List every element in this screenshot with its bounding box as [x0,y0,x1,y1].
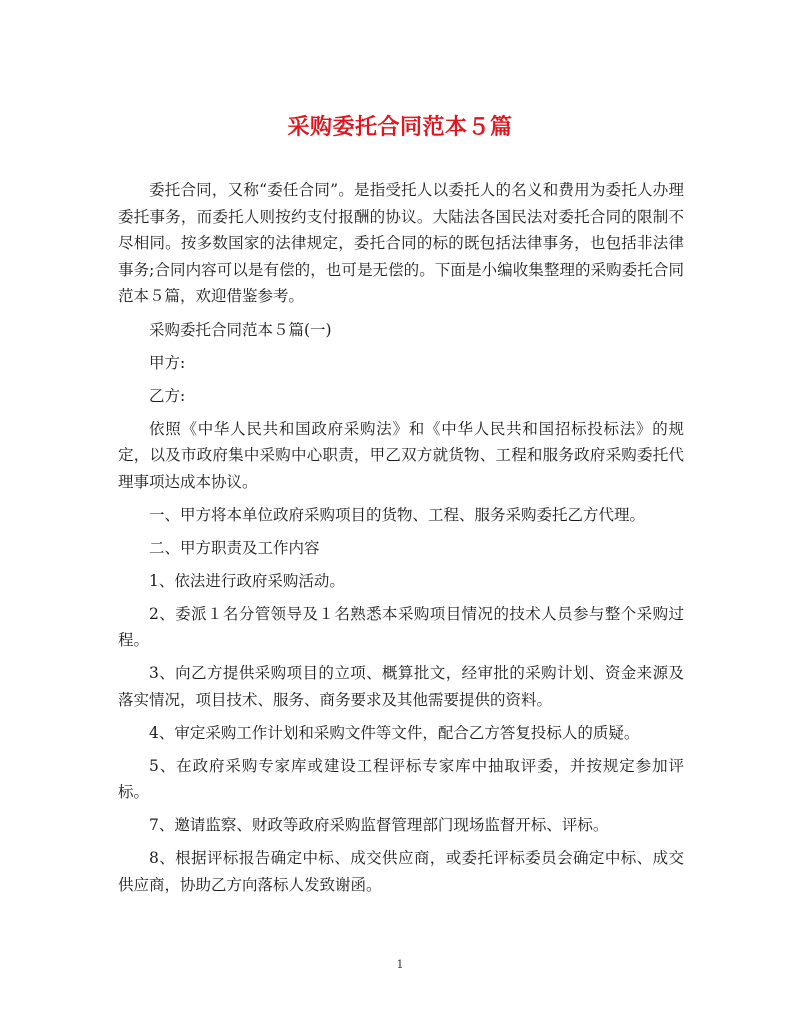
document-title: 采购委托合同范本５篇 [287,114,513,140]
section-heading: 采购委托合同范本５篇(一) [149,320,332,339]
list-item: 7、邀请监察、财政等政府采购监督管理部门现场监督开标、评标。 [149,816,609,834]
intro-paragraph: 委托合同，又称“委任合同”。是指受托人以委托人的名义和费用为委托人办理委托事务，而委托人则按约支付报酬的协议。大陆法各国民法对委托合同的限制不尽相同。按多数国家的法律规定，委托合同的标的既包括法律事务，也包括非法律事务;合同内容可以是有偿的，也可是无偿的。下面是小编收集整理的采购委托合同范本５篇，欢迎借鉴参考。 [118,181,684,305]
document-body [118,177,684,905]
basis-paragraph: 依照《中华人民共和国政府采购法》和《中华人民共和国招标投标法》的规定，以及市政府集中采购中心职责，甲乙双方就货物、工程和服务政府采购委托代理事项达成本协议。 [118,419,684,491]
list-item: 8、根据评标报告确定中标、成交供应商，或委托评标委员会确定中标、成交供应商，协助乙方向落标人发致谢函。 [118,849,684,894]
party-b-label: 乙方: [149,386,186,405]
clause-1: 一、甲方将本单位政府采购项目的货物、工程、服务采购委托乙方代理。 [149,505,646,524]
clause-2-heading: 二、甲方职责及工作内容 [149,538,320,557]
list-item: 2、委派１名分管领导及１名熟悉本采购项目情况的技术人员参与整个采购过程。 [118,604,684,649]
list-item: 3、向乙方提供采购项目的立项、概算批文，经审批的采购计划、资金来源及落实情况，项目技术、服务、商务要求及其他需要提供的资料。 [118,664,684,709]
party-a-label: 甲方: [149,353,186,372]
page-number: 1 [396,958,404,971]
list-item: 4、审定采购工作计划和采购文件等文件，配合乙方答复投标人的质疑。 [149,723,640,742]
list-item: 1、依法进行政府采购活动。 [149,571,345,590]
list-item: 5、在政府采购专家库或建设工程评标专家库中抽取评委，并按规定参加评标。 [118,756,684,801]
